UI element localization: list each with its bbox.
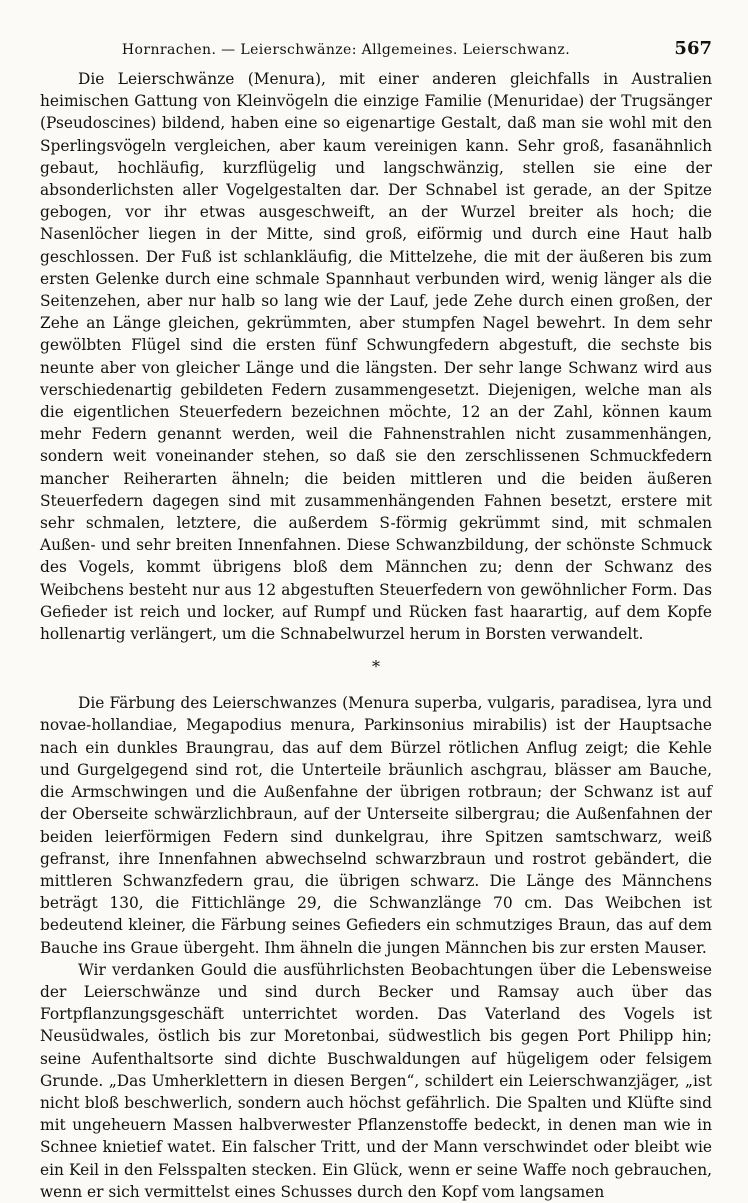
paragraph-coloration: Die Färbung des Leierschwanzes (Menura superba, vulgaris, paradisea, lyra und novae-hollandiae, Megapodius menura, Parkinsonius mirabilis) ist der Hauptsache nach ein dunkles Braungrau, das auf dem Bürzel rötlichen Anflug zeigt; die Kehle und Gurgelgegend sind rot, die Unterteile bräunlich aschgrau, blässer am Bauche, die Armschwingen und die Außenfahne der übrigen rotbraun; der Schwanz ist auf der Oberseite schwärzlichbraun, auf der Unterseite silbergrau; die Außenfahnen der beiden leierförmigen Federn sind dunkelgrau, ihre Spitzen samtschwarz, weiß gefranst, ihre Innenfahnen abwechselnd schwarzbraun und rostrot gebändert, die mittleren Schwanzfedern grau, die übrigen schwarz. Die Länge des Männchens beträgt 130, die Fittichlänge 29, die Schwanzlänge 70 cm. Das Weibchen ist bedeutend kleiner, die Färbung seines Gefieders ein schmutziges Braun, das auf dem Bauche ins Graue übergeht. Ihm ähneln die jungen Männchen bis zur ersten Mauser. <box>40 694 712 957</box>
running-head: Hornrachen. — Leierschwänze: Allgemeines. Leierschwanz. <box>121 42 571 58</box>
paragraph-menura-description: Die Leierschwänze (Menura), mit einer anderen gleichfalls in Australien heimischen Gattung von Kleinvögeln die einzige Familie (Menuridae) der Trugsänger (Pseudoscines) bildend, haben eine so eigenartige Gestalt, daß man sie wohl mit den Sperlingsvögeln vergleichen, aber kaum vereinigen kann. Sehr groß, fasanähnlich gebaut, hochläufig, kurzflügelig und langschwänzig, stellen sie eine der absonderlichsten aller Vogelgestalten dar. Der Schnabel ist gerade, an der Spitze gebogen, vor ihr etwas ausgeschweift, an der Wurzel breiter als hoch; die Nasenlöcher liegen in der Mitte, sind groß, eiförmig und durch eine Haut halb geschlossen. Der Fuß ist schlankläufig, die Mittelzehe, die mit der äußeren bis zum ersten Gelenke durch eine schmale Spannhaut verbunden wird, wenig länger als die Seitenzehen, aber nur halb so lang wie der Lauf, jede Zehe durch einen großen, der Zehe an Länge gleichen, gekrümmten, aber stumpfen Nagel bewehrt. In dem sehr gewölbten Flügel sind die ersten fünf Schwungfedern abgestuft, die sechste bis neunte aber von gleicher Länge und die längsten. Der sehr lange Schwanz wird aus verschiedenartig gebildeten Federn zusammengesetzt. Diejenigen, welche man als die eigentlichen Steuerfedern bezeichnen möchte, 12 an der Zahl, können kaum mehr Federn genannt werden, weil die Fahnenstrahlen nicht zusammenhängen, sondern weit voneinander stehen, so daß sie den zerschlissenen Schmuckfedern mancher Reiherarten ähneln; die beiden mittleren und die beiden äußeren Steuerfedern dagegen sind mit zusammenhängenden Fahnen besetzt, erstere mit sehr schmalen, letztere, die außerdem S-förmig gekrümmt sind, mit schmalen Außen- und sehr breiten Innenfahnen. Diese Schwanzbildung, der schönste Schmuck des Vogels, kommt übrigens bloß dem Männchen zu; denn der Schwanz des Weibchens besteht nur aus 12 abgestuften Steuerfedern von gewöhnlicher Form. Das Gefieder ist reich und locker, auf Rumpf und Rücken fast haarartig, auf dem Kopfe hollenartig verlängert, um die Schnabelwurzel herum in Borsten verwandelt. <box>40 70 712 644</box>
body-text <box>40 68 712 1203</box>
section-divider-asterisk: * <box>372 657 380 677</box>
page-number: 567 <box>674 38 712 59</box>
paragraph-habitat: Wir verdanken Gould die ausführlichsten Beobachtungen über die Lebensweise der Leierschwänze und sind durch Becker und Ramsay auch über das Fortpflanzungsgeschäft unterrichtet worden. Das Vaterland des Vogels ist Neusüdwales, östlich bis zur Moretonbai, südwestlich bis gegen Port Philipp hin; seine Aufenthaltsorte sind dichte Buschwaldungen auf hügeligem oder felsigem Grunde. „Das Umherklettern in diesen Bergen“, schildert ein Leierschwanzjäger, „ist nicht bloß beschwerlich, sondern auch höchst gefährlich. Die Spalten und Klüfte sind mit ungeheuern Massen halbverwester Pflanzenstoffe bedeckt, in denen man wie in Schnee knietief watet. Ein falscher Tritt, und der Mann verschwindet oder bleibt wie ein Keil in den Felsspalten stecken. Ein Glück, wenn er seine Waffe noch gebrauchen, wenn er sich vermittelst eines Schusses durch den Kopf vom langsamen <box>40 960 712 1201</box>
page-header <box>40 38 712 64</box>
